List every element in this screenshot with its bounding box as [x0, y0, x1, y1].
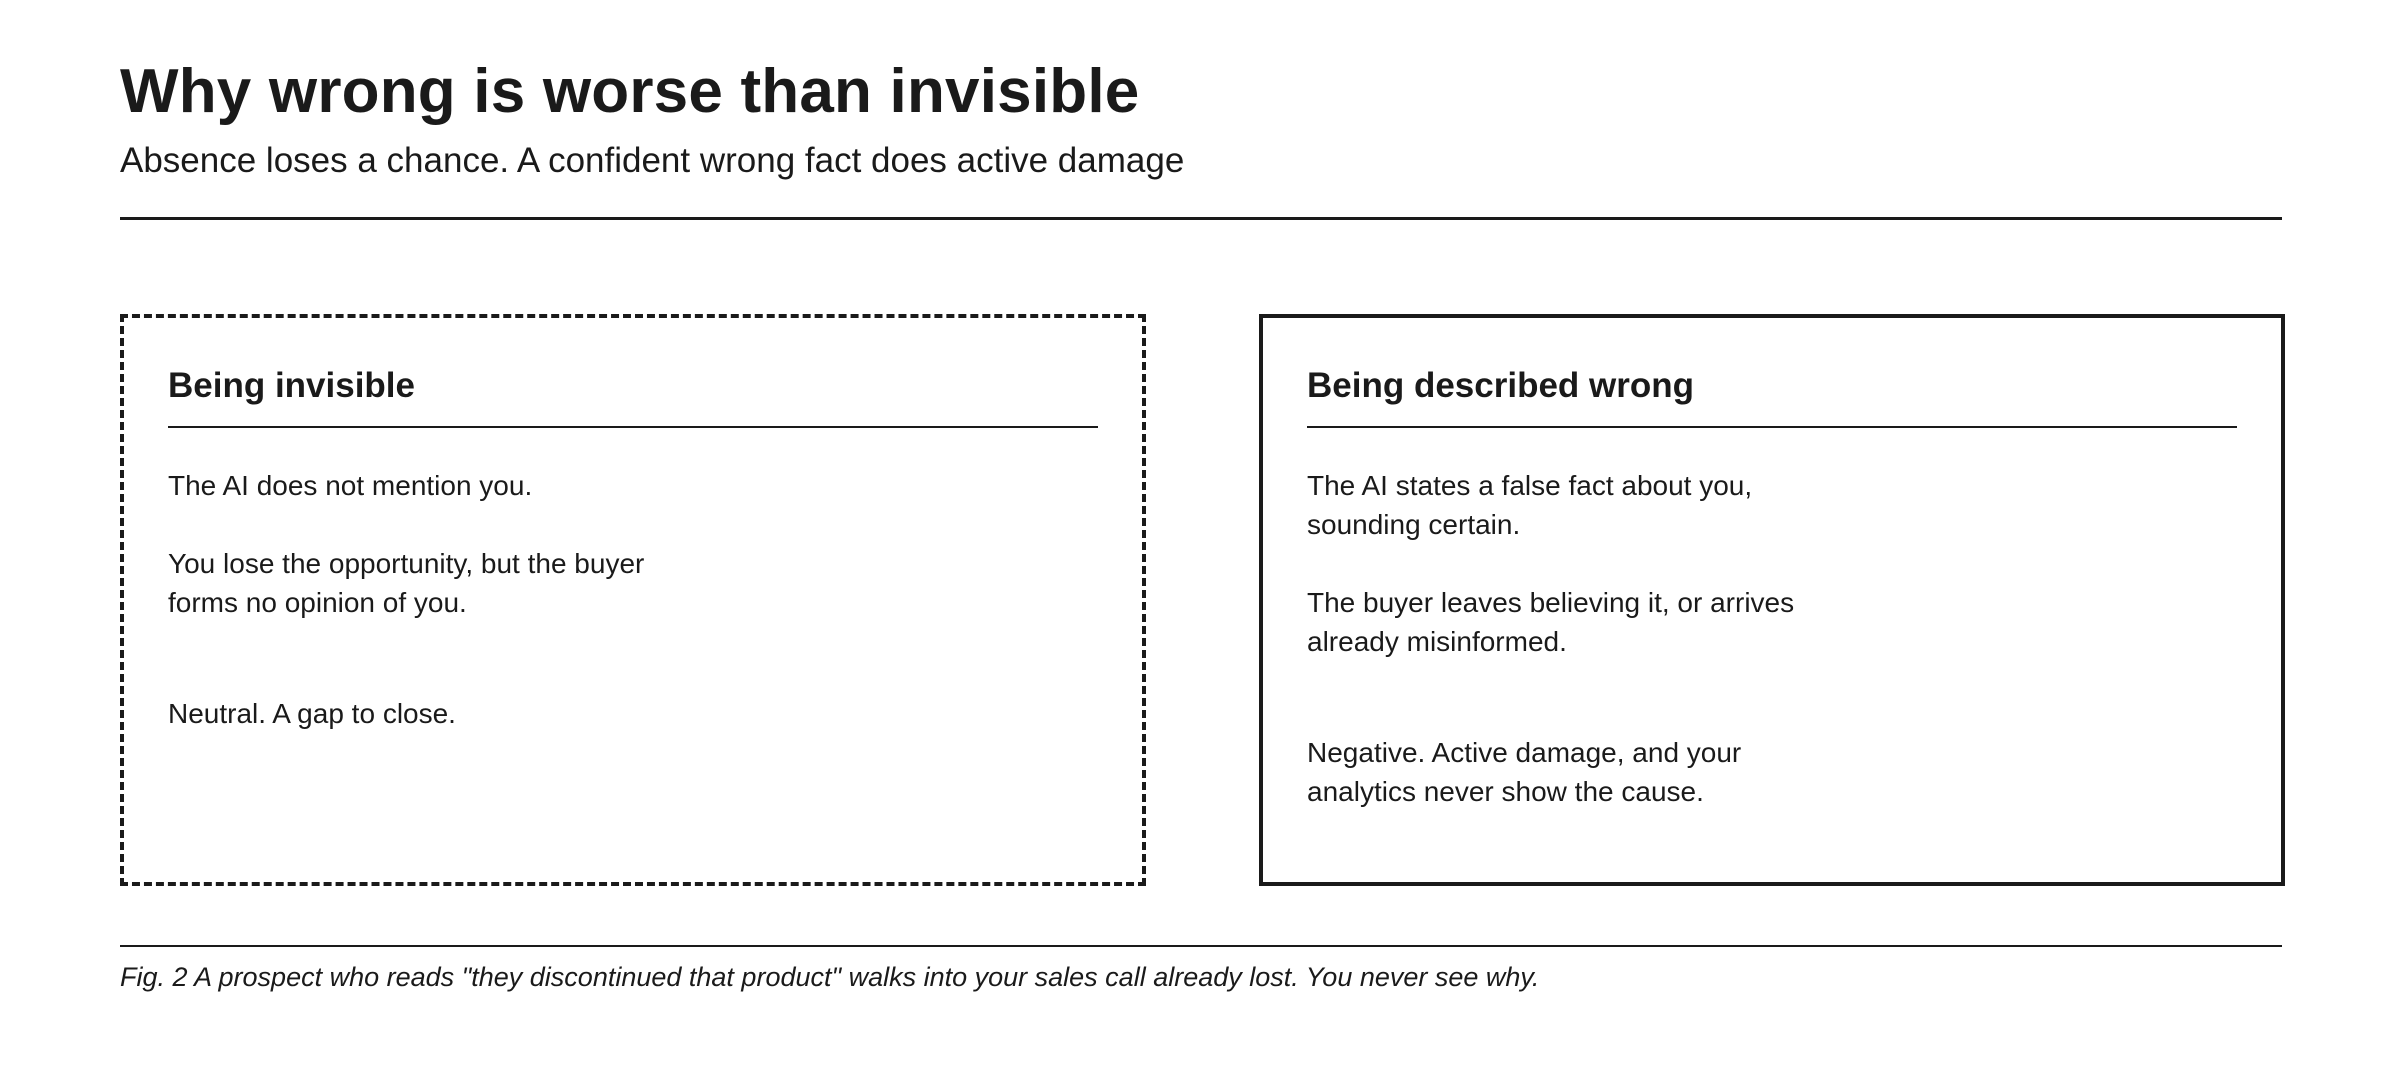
header-divider [120, 217, 2282, 220]
panel-verdict: Neutral. A gap to close. [168, 698, 456, 729]
figure-caption: Fig. 2 A prospect who reads "they discontinued that product" walks into your sales call already lost. You never see why. [120, 962, 1540, 992]
panel-being-described-wrong [1259, 314, 2285, 886]
page-subtitle: Absence loses a chance. A confident wrong fact does active damage [120, 141, 1185, 180]
panel-heading: Being described wrong [1307, 365, 2237, 428]
panel-consequence: You lose the opportunity, but the buyer forms no opinion of you. [168, 548, 645, 618]
panel-statement: The AI states a false fact about you, sounding certain. [1307, 470, 1753, 540]
panel-verdict: Negative. Active damage, and your analytics never show the cause. [1307, 737, 1742, 807]
panel-consequence: The buyer leaves believing it, or arrives already misinformed. [1307, 587, 1795, 657]
panel-being-invisible [120, 314, 1146, 886]
panel-statement: The AI does not mention you. [168, 470, 533, 501]
page-title: Why wrong is worse than invisible [120, 57, 1140, 126]
caption-divider [120, 945, 2282, 947]
panel-heading: Being invisible [168, 365, 1098, 428]
